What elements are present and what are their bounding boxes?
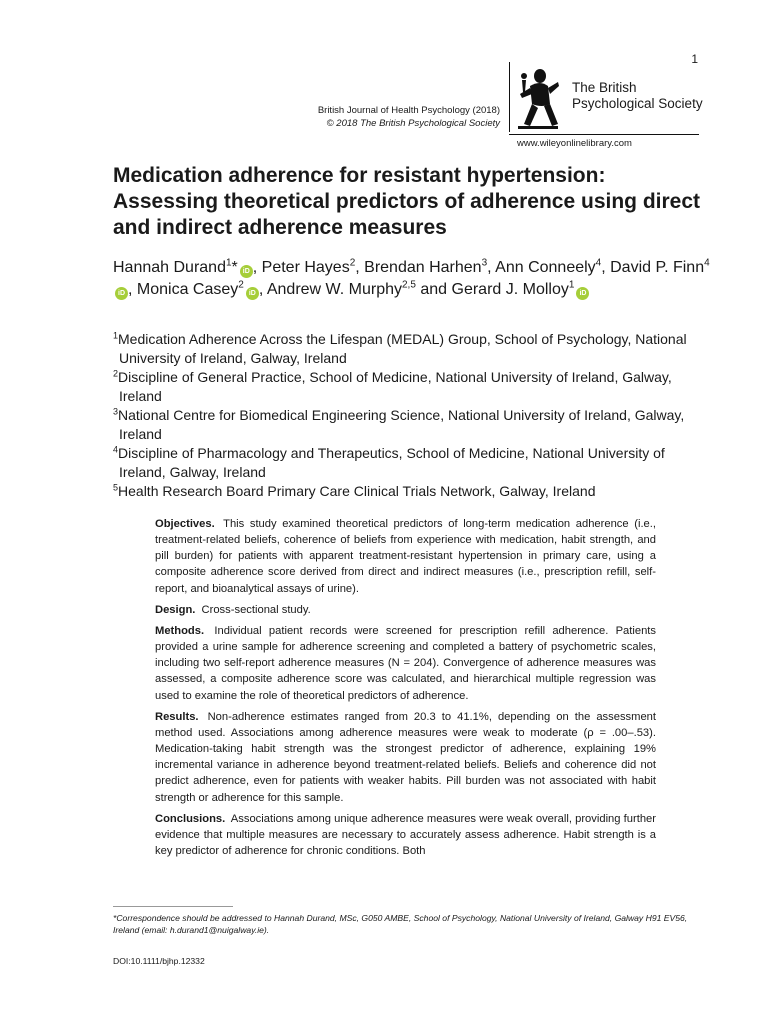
affiliation-text: Discipline of Pharmacology and Therapeutics, School of Medicine, National University of Ireland, Galway, Ireland [118,445,665,480]
author-name: Hannah Durand [113,259,226,276]
design-label: Design. [155,603,196,616]
author-separator: , [258,281,267,298]
author [495,259,610,276]
author-separator: , [601,259,611,276]
affiliation-number: 5 [113,482,119,493]
author-affiliation-number: 4 [595,257,602,269]
author [452,281,590,298]
affiliation-list [113,330,713,501]
author-name: Brendan Harhen [364,259,482,276]
conclusions-text: Associations among unique adherence measures were weak overall, providing further evidence that multiple measures are necessary to accurately assess adherence. Habit strength is a key predictor of adherence for chronic conditions. Both [155,812,656,857]
affiliation-item [113,482,713,501]
publisher-name-line1: The British [572,80,637,95]
publisher-website: www.wileyonlinelibrary.com [517,138,632,149]
methods-label: Methods. [155,624,205,637]
author-affiliation-number: 2 [349,257,356,269]
author-name: Monica Casey [136,281,239,298]
results-label: Results. [155,710,199,723]
correspondence-footnote: *Correspondence should be addressed to Hannah Durand, MSc, G050 AMBE, School of Psychology, National University of Ireland, Galway H91 EV56, Ireland (email: h.durand1@nuigalway.ie). [113,913,688,935]
page-number: 1 [691,52,698,66]
header-divider-vertical [509,62,510,132]
author-name: Ann Conneely [495,259,596,276]
author [364,259,495,276]
affiliation-item [113,330,713,368]
author-separator: , [128,281,137,298]
affiliation-text: National Centre for Biomedical Engineering Science, National University of Ireland, Galway, Ireland [118,407,685,442]
footnote-rule [113,906,233,907]
author-separator: , [355,259,365,276]
objectives-text: This study examined theoretical predictors of long-term medication adherence (i.e., treatment-related beliefs, coherence of beliefs from experience with medication, habit strength, and pill burden) for patients with apparent treatment-resistant hypertension in primary care, using a composite adherence score derived from direct and indirect measures (i.e., prescription refill, self-report, and bioanalytical assays of urine). [155,518,656,595]
affiliation-item [113,444,713,482]
author-affiliation-number: 1 [568,279,575,291]
affiliation-number: 4 [113,444,119,455]
author [113,259,262,276]
author-name: Peter Hayes [261,259,350,276]
affiliation-item [113,406,713,444]
doi: DOI:10.1111/bjhp.12332 [113,956,205,966]
author [267,281,452,298]
affiliation-item [113,368,713,406]
author-separator: and [415,281,452,298]
affiliation-text: Medication Adherence Across the Lifespan (MEDAL) Group, School of Psychology, National University of Ireland, Galway, Ireland [118,331,687,366]
author-separator: , [487,259,496,276]
author-affiliation-number: 3 [481,257,488,269]
affiliation-text: Discipline of General Practice, School of Medicine, National University of Ireland, Galway, Ireland [118,369,672,404]
author-name: Andrew W. Murphy [266,281,402,298]
orcid-icon[interactable]: iD [246,287,259,300]
affiliation-number: 3 [113,406,119,417]
conclusions-label: Conclusions. [155,812,226,825]
publisher-name-line2: Psychological Society [572,96,703,111]
author-separator: , [252,259,262,276]
author [137,281,267,298]
author-affiliation-number: 1 [225,257,232,269]
author-affiliation-number: 4 [704,257,710,269]
journal-name: British Journal of Health Psychology (2018) [317,105,500,116]
affiliation-number: 2 [113,368,119,379]
methods-text: Individual patient records were screened for prescription refill adherence. Patients provided a urine sample for adherence screening and completed a battery of psychometric scales, including two self-report adherence measures (N = 204). Convergence of adherence measures was assessed, a composite adherence score was calculated, and hierarchical multiple regression was used to examine the role of theoretical predictors of adherence. [155,624,656,702]
author-list [113,257,713,301]
affiliation-number: 1 [113,330,119,341]
abstract-methods [155,623,656,704]
header-divider-horizontal [509,134,699,135]
author-name: Gerard J. Molloy [451,281,569,298]
society-logo-emblem [516,64,560,132]
corresponding-author-mark: * [231,259,238,276]
abstract-design [155,602,656,618]
design-text: Cross-sectional study. [201,603,311,616]
author-affiliation-number: 2,5 [402,279,416,291]
author-affiliation-number: 2 [238,279,244,291]
author-name: David P. Finn [610,259,705,276]
publisher-name [572,80,703,112]
objectives-label: Objectives. [155,518,215,530]
journal-citation [240,104,500,130]
abstract [155,516,656,864]
journal-copyright: © 2018 The British Psychological Society [326,118,500,129]
author [262,259,365,276]
abstract-conclusions [155,811,656,859]
orcid-icon[interactable]: iD [115,287,128,300]
abstract-results [155,709,656,806]
results-text: Non-adherence estimates ranged from 20.3 to 41.1%, depending on the assessment method used. Associations among adherence measures were weak to moderate (ρ = .00–.53). Medication-taking habit strength was the strongest predictor of adherence, explaining 19% incremental variance in adherence beyond treatment-related beliefs. Beliefs and coherence did not predict adherence, even for patients with weaker habits. Pill burden was not associated with habit strength or adherence for this sample. [155,710,657,804]
article-title: Medication adherence for resistant hypertension: Assessing theoretical predictors of adherence using direct and indirect adherence measures [113,164,701,239]
orcid-icon[interactable]: iD [576,287,589,300]
orcid-icon[interactable]: iD [240,265,253,278]
abstract-objectives [155,516,656,597]
affiliation-text: Health Research Board Primary Care Clinical Trials Network, Galway, Ireland [118,483,596,499]
